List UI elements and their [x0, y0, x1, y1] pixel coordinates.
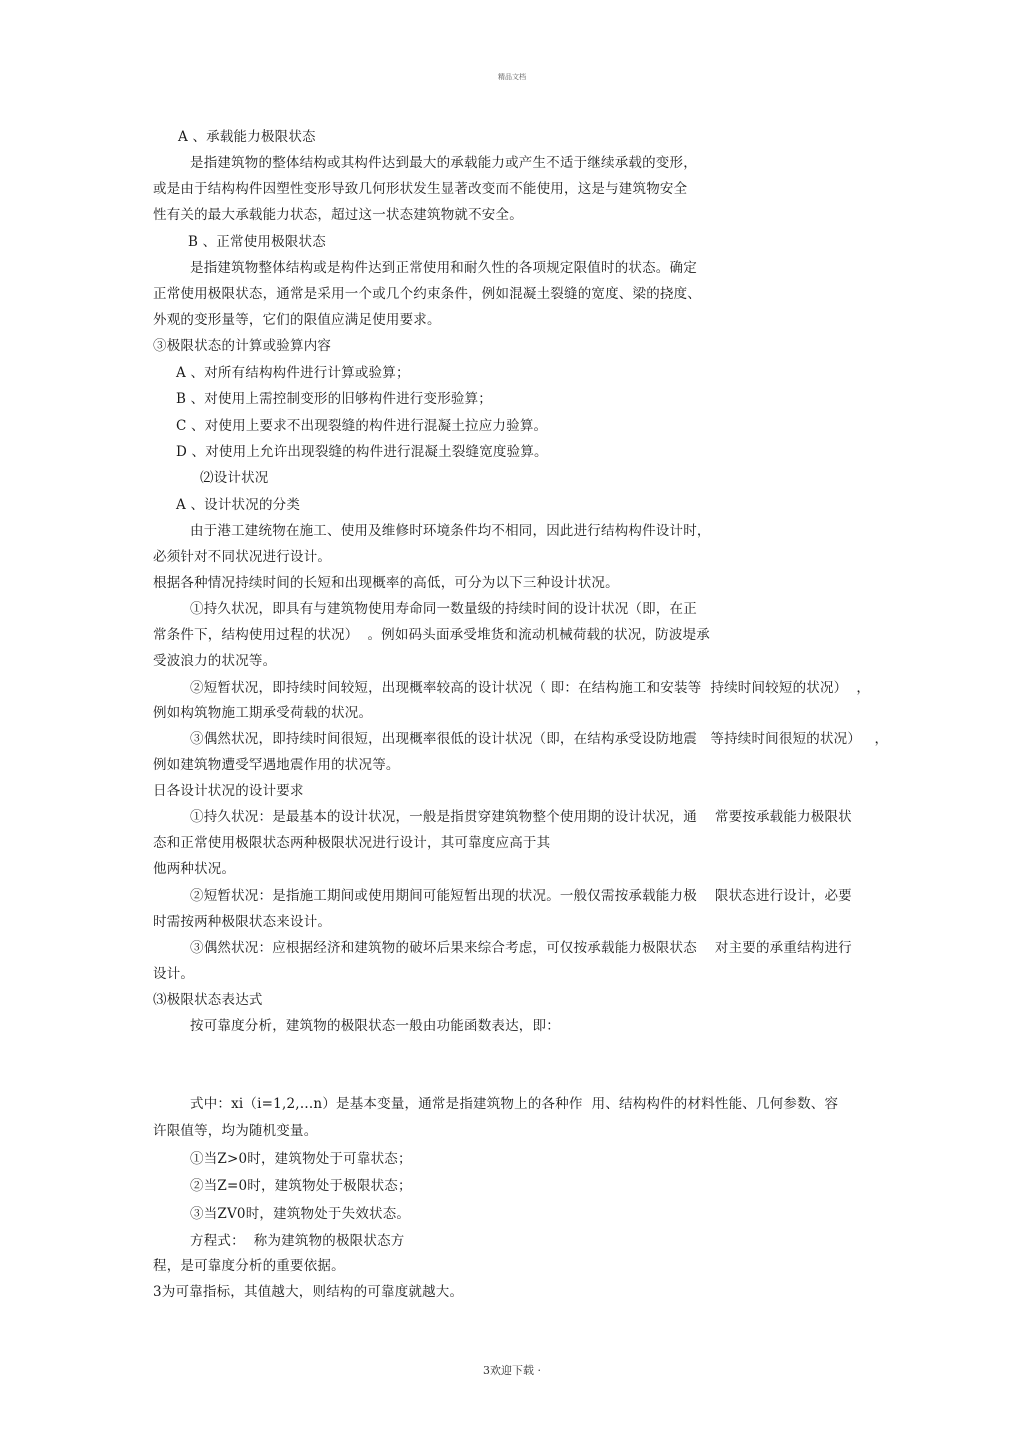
text-line: ③当ZV0时，建筑物处于失效状态。: [190, 1206, 411, 1222]
text-line: 性有关的最大承载能力状态，超过这一状态建筑物就不安全。: [153, 207, 523, 223]
text-line: 3为可靠指标，其值越大，则结构的可靠度就越大。: [153, 1284, 464, 1300]
text-line: ③偶然状况：应根据经济和建筑物的破坏后果来综合考虑，可仅按承载能力极限状态 对主要的承重结构进行: [190, 940, 852, 956]
text-line: 受波浪力的状况等。: [153, 653, 277, 669]
text-line: ②当Z=0时，建筑物处于极限状态；: [190, 1178, 412, 1194]
text-line: 态和正常使用极限状态两种极限状况进行设计，其可靠度应高于其: [153, 835, 551, 851]
text-line: ①持久状况：是最基本的设计状况，一般是指贯穿建筑物整个使用期的设计状况，通 常要按承载能力极限状: [190, 809, 852, 825]
text-line: 程，是可靠度分析的重要依据。: [153, 1258, 345, 1274]
text-line: ③偶然状况，即持续时间很短，出现概率很低的设计状况（即，在结构承受设防地震 等持续时间很短的状况） ，: [190, 731, 889, 747]
text-line: 是指建筑物的整体结构或其构件达到最大的承载能力或产生不适于继续承载的变形，: [190, 155, 697, 171]
text-line: 正常使用极限状态，通常是采用一个或几个约束条件，例如混凝土裂缝的宽度、梁的挠度、: [153, 286, 701, 302]
text-line: 日各设计状况的设计要求: [153, 783, 304, 799]
text-line: ⑶极限状态表达式: [153, 992, 263, 1008]
text-line: ③极限状态的计算或验算内容: [153, 338, 332, 354]
text-line: 式中：xi（i=1,2,…n）是基本变量，通常是指建筑物上的各种作 用、结构构件的材料性能、几何参数、容: [190, 1096, 839, 1112]
text-line: 外观的变形量等，它们的限值应满足使用要求。: [153, 312, 441, 328]
text-line: 由于港工建统物在施工、使用及维修时环境条件均不相同，因此进行结构构件设计时，: [190, 523, 711, 539]
text-line: 根据各种情况持续时间的长短和出现概率的高低，可分为以下三种设计状况。: [153, 575, 619, 591]
text-line: B 、正常使用极限状态: [188, 234, 326, 250]
text-line: 常条件下，结构使用过程的状况） 。例如码头面承受堆货和流动机械荷载的状况，防波堤承: [153, 627, 710, 643]
text-line: A 、设计状况的分类: [176, 497, 301, 513]
text-line: 按可靠度分析，建筑物的极限状态一般由功能函数表达，即：: [190, 1018, 560, 1034]
text-line: D 、对使用上允许出现裂缝的构件进行混凝土裂缝宽度验算。: [176, 444, 548, 460]
text-line: 必须针对不同状况进行设计。: [153, 549, 332, 565]
text-line: 是指建筑物整体结构或是构件达到正常使用和耐久性的各项规定限值时的状态。确定: [190, 260, 697, 276]
text-line: ①当Z>0时，建筑物处于可靠状态；: [190, 1151, 412, 1167]
text-line: 例如建筑物遭受罕遇地震作用的状况等。: [153, 757, 400, 773]
text-line: 或是由于结构构件因塑性变形导致几何形状发生显著改变而不能使用，这是与建筑物安全: [153, 181, 688, 197]
text-line: 设计。: [153, 966, 195, 982]
text-line: C 、对使用上要求不出现裂缝的构件进行混凝土拉应力验算。: [176, 418, 548, 434]
text-line: 例如构筑物施工期承受荷载的状况。: [153, 705, 373, 721]
text-line: 他两种状况。: [153, 861, 236, 877]
text-line: B 、对使用上需控制变形的旧够构件进行变形验算；: [176, 391, 493, 407]
text-line: A 、对所有结构构件进行计算或验算；: [176, 365, 410, 381]
text-line: 时需按两种极限状态来设计。: [153, 914, 332, 930]
text-line: 许限值等，均为随机变量。: [153, 1123, 318, 1139]
page-header: 精品文档: [498, 73, 526, 81]
text-line: ⑵设计状况: [200, 470, 269, 486]
text-line: ②短暂状况：是指施工期间或使用期间可能短暂出现的状况。一般仅需按承载能力极 限状态进行设计，必要: [190, 888, 852, 904]
text-line: A 、承载能力极限状态: [178, 129, 316, 145]
text-line: ①持久状况，即具有与建筑物使用寿命同一数量级的持续时间的设计状况（即，在正: [190, 601, 697, 617]
text-line: 方程式： 称为建筑物的极限状态方: [190, 1233, 405, 1249]
text-line: ②短暂状况，即持续时间较短，出现概率较高的设计状况（ 即：在结构施工和安装等 持续时间较短的状况） ，: [190, 680, 871, 696]
page-footer: 3欢迎下载 ·: [483, 1364, 541, 1377]
